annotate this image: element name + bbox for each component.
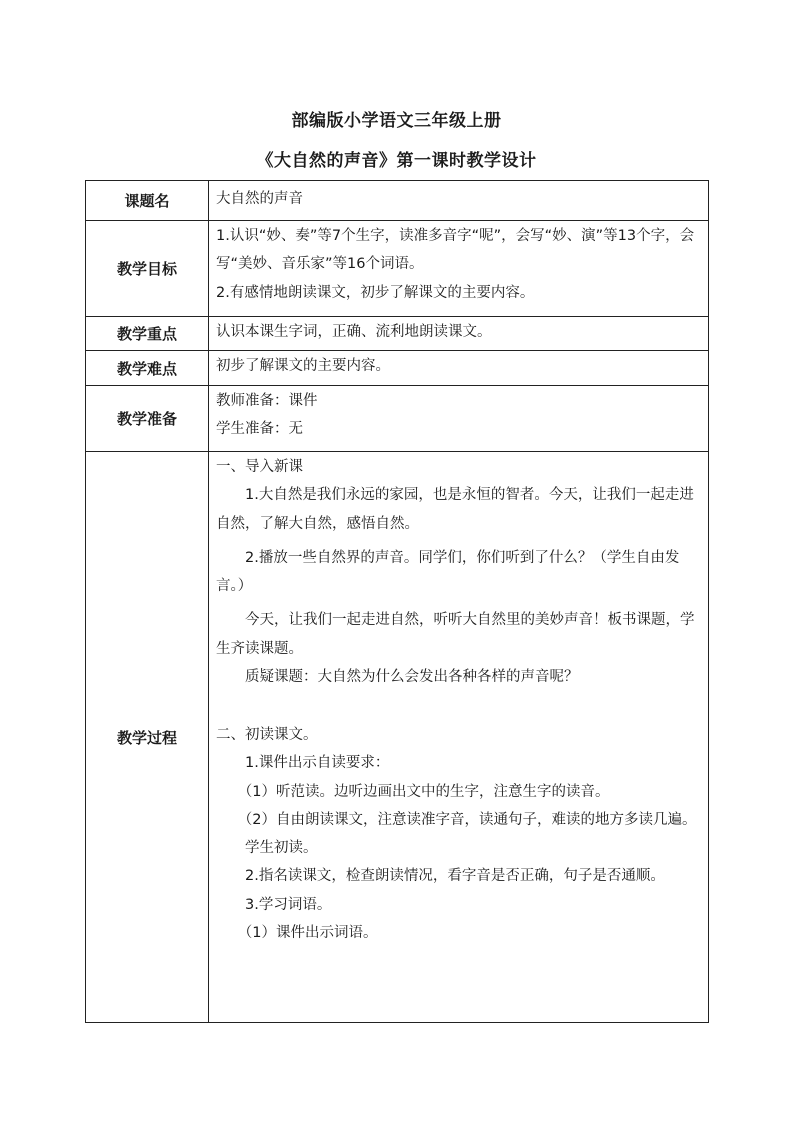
process-heading-2: 二、初读课文。 [216, 727, 318, 744]
process-para: 质疑课题：大自然为什么会发出各种各样的声音呢？ [245, 668, 579, 685]
process-para: 3.学习词语。 [245, 896, 332, 913]
key-points-text: 认识本课生字词，正确、流利地朗读课文。 [216, 323, 492, 340]
content-process [209, 452, 709, 1023]
process-para: 2.播放一些自然界的声音。同学们，你们听到了什么？（学生自由发言。） [216, 549, 680, 595]
label-difficulties: 教学难点 [86, 351, 209, 386]
label-preparation: 教学准备 [86, 386, 209, 452]
content-difficulties [209, 351, 709, 386]
prep-teacher: 教师准备：课件 [216, 393, 318, 409]
table-row-difficulties [86, 351, 709, 386]
content-key-points [209, 317, 709, 351]
label-key-points: 教学重点 [86, 317, 209, 351]
goal-line-1: 1.认识“妙、奏”等7个生字，读准多音字“呢”，会写“妙、演”等13个字，会写“美妙、音乐家”等16个词语。 [216, 228, 695, 273]
table-row-preparation [86, 386, 709, 452]
content-preparation [209, 386, 709, 452]
content-goals [209, 221, 709, 317]
process-para: （2）自由朗读课文，注意读准字音，读通句子，难读的地方多读几遍。 [237, 811, 697, 828]
doc-title-line1: 部编版小学语文三年级上册 [291, 111, 502, 131]
content-topic [209, 181, 709, 221]
process-para: 1.课件出示自读要求： [245, 755, 390, 772]
table-row-key-points [86, 317, 709, 351]
process-para: 学生初读。 [245, 840, 318, 857]
process-para: 今天，让我们一起走进自然，听听大自然里的美妙声音！板书课题，学生齐读课题。 [216, 612, 695, 657]
process-heading-1: 一、导入新课 [216, 459, 303, 475]
doc-title-line2: 《大自然的声音》第一课时教学设计 [256, 151, 537, 171]
process-para: （1）听范读。边听边画出文中的生字，注意生字的读音。 [237, 783, 610, 800]
table-row-topic [86, 181, 709, 221]
prep-student: 学生准备：无 [216, 421, 303, 438]
label-topic: 课题名 [86, 181, 209, 221]
process-para: 1.大自然是我们永远的家园，也是永恒的智者。今天，让我们一起走进自然，了解大自然，感悟自然。 [216, 487, 694, 532]
difficulties-text: 初步了解课文的主要内容。 [216, 358, 390, 375]
goal-line-2: 2.有感情地朗读课文，初步了解课文的主要内容。 [216, 284, 535, 301]
table-row-process [86, 452, 709, 1023]
label-goals: 教学目标 [86, 221, 209, 317]
lesson-plan-table [85, 180, 709, 1023]
table-row-goals [86, 221, 709, 317]
topic-text: 大自然的声音 [216, 190, 303, 207]
label-process: 教学过程 [86, 452, 209, 1023]
process-para: 2.指名读课文，检查朗读情况，看字音是否正确，句子是否通顺。 [245, 868, 665, 885]
process-para: （1）课件出示词语。 [237, 924, 378, 941]
